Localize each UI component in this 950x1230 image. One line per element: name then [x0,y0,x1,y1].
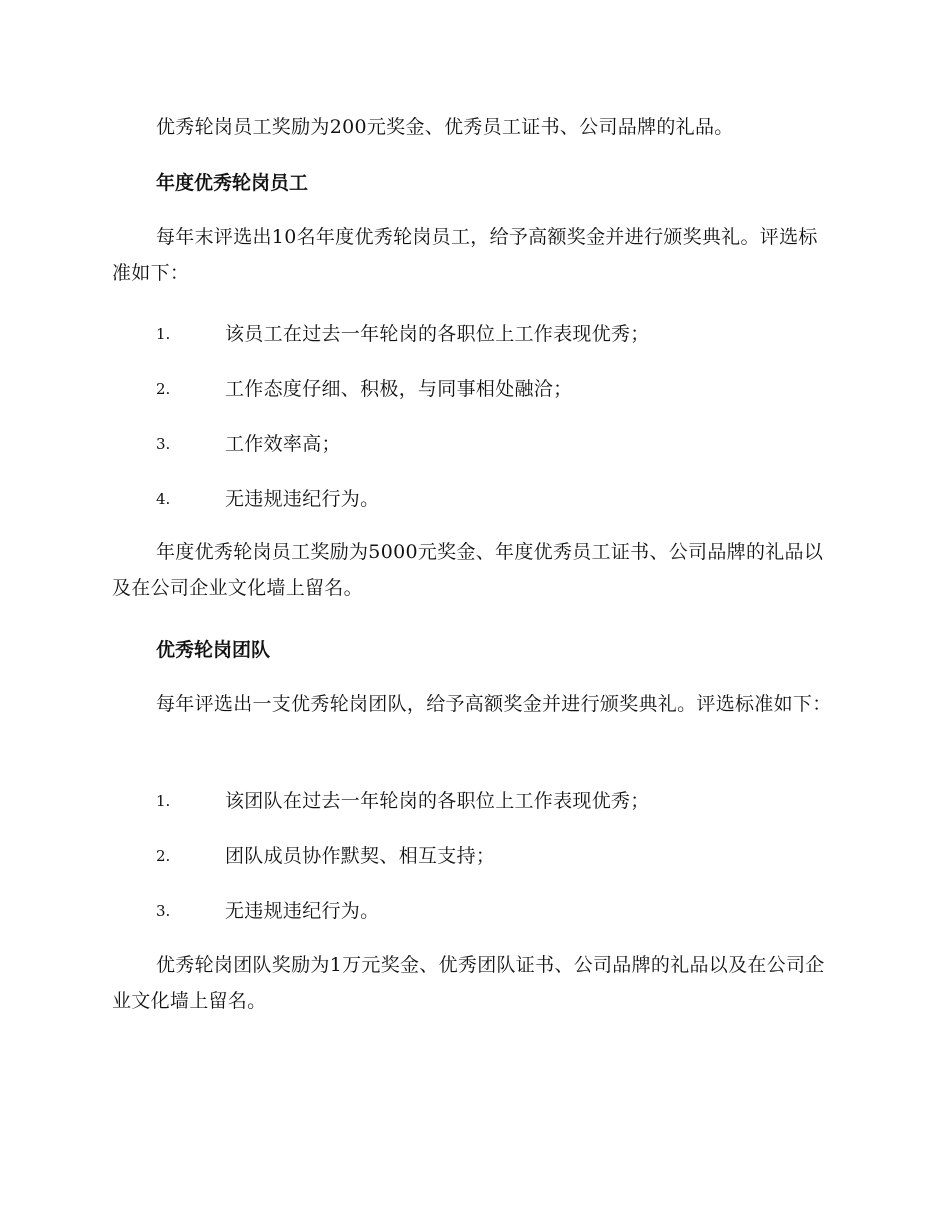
team-criteria-item [156,896,836,926]
annual-employee-reward-paragraph: 年度优秀轮岗员工奖励为5000元奖金、年度优秀员工证书、公司品牌的礼品以及在公司企业文化墙上留名。 [112,541,824,599]
list-number: 2. [156,847,171,865]
annual-employee-heading: 年度优秀轮岗员工 [156,172,309,194]
list-number: 2. [156,380,171,398]
list-text: 团队成员协作默契、相互支持； [225,845,496,867]
annual-employee-intro-paragraph: 每年末评选出10名年度优秀轮岗员工，给予高额奖金并进行颁奖典礼。评选标准如下： [112,226,818,284]
team-reward-paragraph: 优秀轮岗团队奖励为1万元奖金、优秀团队证书、公司品牌的礼品以及在公司企业文化墙上留名。 [112,954,825,1012]
annual-criteria-item [156,374,836,404]
team-criteria-item [156,786,836,816]
team-intro-paragraph: 每年评选出一支优秀轮岗团队，给予高额奖金并进行颁奖典礼。评选标准如下： [156,693,832,715]
list-text: 无违规违纪行为。 [225,488,380,510]
list-text: 该团队在过去一年轮岗的各职位上工作表现优秀； [225,790,650,812]
list-number: 1. [156,325,171,343]
list-number: 3. [156,435,171,453]
list-number: 3. [156,902,171,920]
list-number: 1. [156,792,171,810]
list-text: 无违规违纪行为。 [225,900,380,922]
team-criteria-item [156,841,836,871]
intro-reward-paragraph: 优秀轮岗员工奖励为200元奖金、优秀员工证书、公司品牌的礼品。 [156,116,734,138]
list-text: 工作态度仔细、积极，与同事相处融洽； [225,378,573,400]
annual-criteria-item [156,484,836,514]
annual-criteria-item [156,319,836,349]
annual-criteria-item [156,429,836,459]
list-number: 4. [156,490,171,508]
team-heading: 优秀轮岗团队 [156,639,271,661]
list-text: 该员工在过去一年轮岗的各职位上工作表现优秀； [225,323,650,345]
list-text: 工作效率高； [225,433,341,455]
